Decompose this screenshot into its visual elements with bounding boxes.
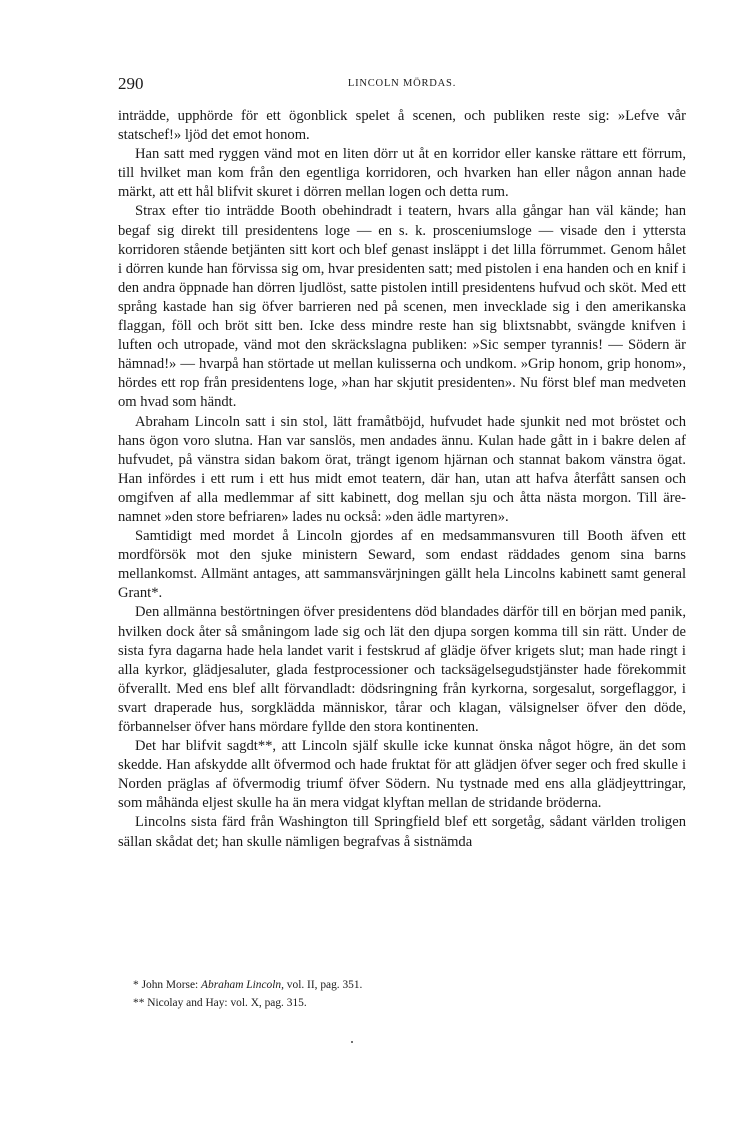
footnotes xyxy=(118,977,686,1012)
footnote-text: vol. II, pag. 351. xyxy=(283,979,363,991)
footnote-title: Abraham Lincoln, xyxy=(201,979,284,991)
paragraph: Den allmänna bestörtningen öfver presidentens död blandades därför till en början med panik, hvilken dock åter så småningom lade sig och lät den djupa sorgen komma till sin rätt. Under de sista fyra dagarna hade hela landet varit i festskrud af glädje öfver krigets slut; man hade ringt i alla kyrkor, glädjesaluter, glada festprocessioner och tacksägelsegudstjänster hade förekommit öfverallt. Med ens blef allt förvandladt: dödsringning från kyrkorna, sorgesalut, sorgeflaggor, i svart draperade hus, sorgklädda människor, tårar och klagan, välsignelser öfver den döde, förbannelser öfver hans mördare fyllde den stora kontinenten. xyxy=(118,604,686,735)
footnote xyxy=(118,995,686,1013)
page-number: 290 xyxy=(118,74,144,93)
running-head: LINCOLN MÖRDAS. xyxy=(347,78,457,89)
footnote-marker: ** xyxy=(133,996,145,1009)
paragraph: Strax efter tio inträdde Booth obehindradt i teatern, hvars alla gångar han väl kände; han begaf sig direkt till presidentens loge — en s. k. prosceniumsloge — visade den i yttersta korridoren stående betjänten sitt kort och blef genast insläppt i det lilla förrummet. Genom hålet i dörren kunde han förvissa sig om, hvar presidenten satt; med pistolen i ena handen och en knif i den andra öppnade han dörren ljudlöst, satte pistolen intill presidentens hufvud och sköt. Med ett språng kastade han sig öfver barrieren ned på scenen, men invecklade sig i den amerikanska flaggan, föll och bröt sitt ben. Icke dess mindre reste han sig blixtsnabbt, svängde knifven i luften och utropade, vänd mot den skräckslagna publiken: »Sic semper tyrannis! — Södern är hämnad!» — hvarpå han störtade ut mellan kulisserna och undkom. »Grip honom, grip honom», hördes ett rop från presidentens loge, »han har skjutit presidenten». Nu först blef man medveten om hvad som händt. xyxy=(118,203,686,411)
paragraph: Samtidigt med mordet å Lincoln gjordes af en medsammansvuren till Booth äfven ett mordförsök mot den sjuke ministern Seward, som endast räddades genom sina barns mellankomst. Allmänt antages, att sammansvärjningen gällt hela Lincolns kabinett samt general Grant*. xyxy=(118,528,686,602)
footnote-text: Nicolay and Hay: vol. X, pag. 315. xyxy=(147,996,307,1009)
footnote xyxy=(118,977,686,995)
footnote-text: John Morse: xyxy=(141,979,202,991)
page-header xyxy=(118,74,686,96)
paragraph: inträdde, upphörde för ett ögonblick spelet å scenen, och publiken reste sig: »Lefve vår statschef!» ljöd det emot honom. xyxy=(118,108,686,144)
paragraph: Det har blifvit sagdt**, att Lincoln själf skulle icke kunnat önska något högre, än det som skedde. Han afskydde allt öfvermod och hade fruktat för att glädjen öfver seger och fred skulle i Norden präglas af öfvermodig triumf öfver Södern. Nu tystnade med ens alla glädjeyttringar, som måhända eljest skulle ha än mera vidgat klyftan mellan de stridande bröderna. xyxy=(118,738,686,812)
paragraph: Han satt med ryggen vänd mot en liten dörr ut åt en korridor eller kanske rättare ett förrum, till hvilket man kom från den egentliga korridoren, och hvarken han eller någon annan hade märkt, att ett hål blifvit skuret i dörren mellan logen och detta rum. xyxy=(118,146,686,201)
paragraph: Abraham Lincoln satt i sin stol, lätt framåtböjd, hufvudet hade sjunkit ned mot bröstet och hans ögon voro slutna. Han var sanslös, men andades ännu. Kulan hade gått in i bakre delen af hufvudet, på vänstra sidan bakom örat, trängt igenom hjärnan och stannat bakom vänstra ögat. Han infördes i ett rum i ett hus midt emot teatern, där han, utan att hafva återfått sansen och omgifven af alla medlemmar af sitt kabinett, dog mellan sju och åtta nästa morgon. Till ärenamnet »den store befriaren» lades nu också: »den ädle martyren». xyxy=(118,413,686,525)
footnote-marker: * xyxy=(133,979,139,991)
print-speck xyxy=(351,1041,353,1043)
body-text xyxy=(118,107,686,852)
paragraph: Lincolns sista färd från Washington till Springfield blef ett sorgetåg, sådant världen troligen sällan skådat det; han skulle nämligen begrafvas å sistnämda xyxy=(118,814,686,850)
